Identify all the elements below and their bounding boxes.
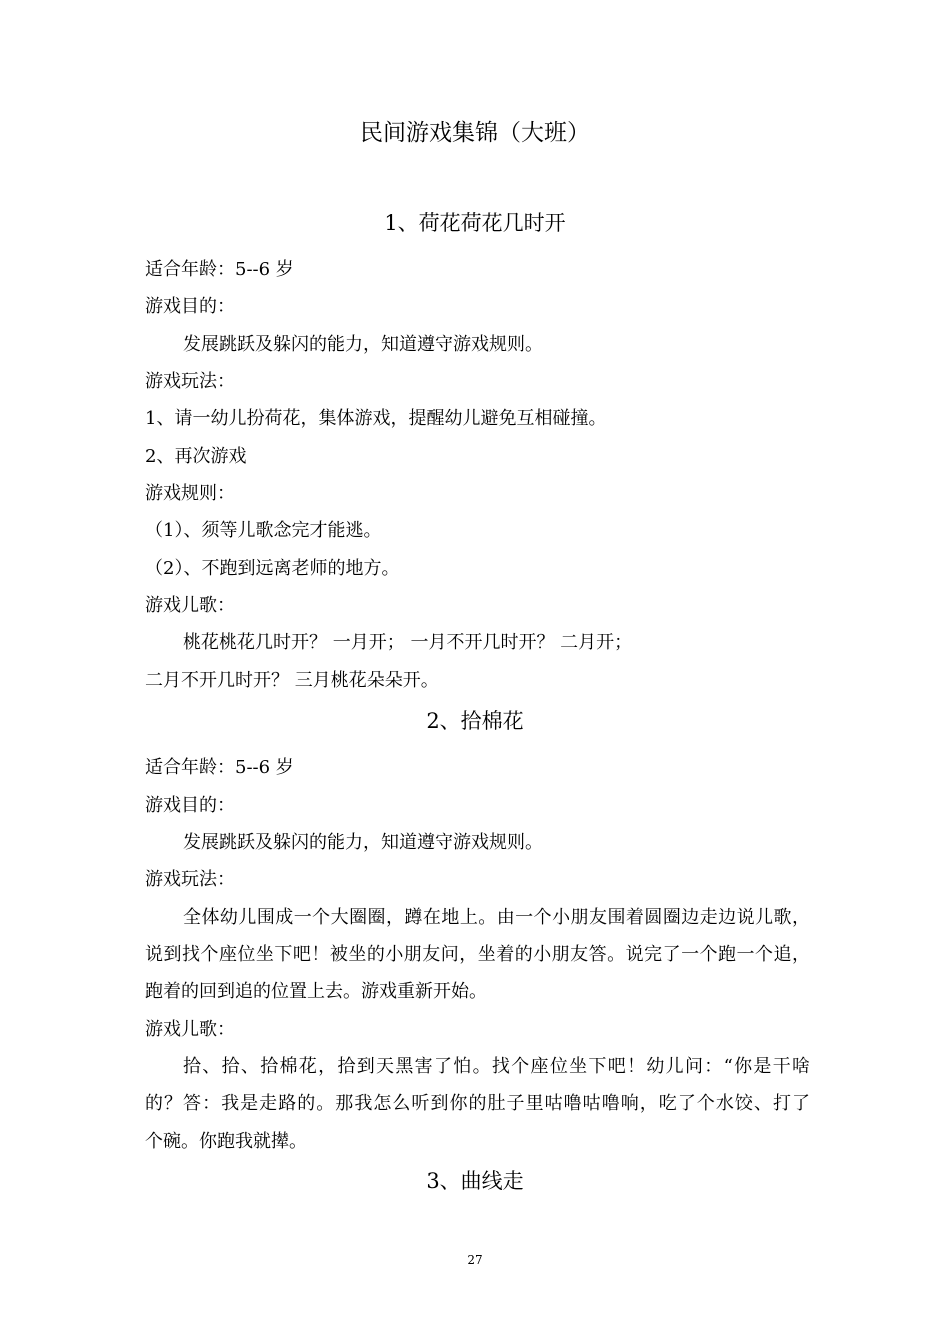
play-paragraph-line: 说到找个座位坐下吧！被坐的小朋友问，坐着的小朋友答。说完了一个跑一个追， <box>145 944 810 965</box>
play-paragraph-line: 跑着的回到追的位置上去。游戏重新开始。 <box>145 981 487 1002</box>
rules-label: 游戏规则： <box>145 483 235 504</box>
song-label: 游戏儿歌： <box>145 1019 235 1040</box>
play-label: 游戏玩法： <box>145 371 235 392</box>
play-label: 游戏玩法： <box>145 869 235 890</box>
goal-text: 发展跳跃及躲闪的能力，知道遵守游戏规则。 <box>183 832 543 853</box>
song-line: 二月不开几时开？ 三月桃花朵朵开。 <box>145 670 439 691</box>
song-line: 的？答：我是走路的。那我怎么听到你的肚子里咕噜咕噜响，吃了个水饺、打了 <box>145 1093 810 1114</box>
section-heading: 2、拾棉花 <box>426 709 524 733</box>
goal-label: 游戏目的： <box>145 795 235 816</box>
document-title: 民间游戏集锦（大班） <box>360 120 590 146</box>
goal-text: 发展跳跃及躲闪的能力，知道遵守游戏规则。 <box>183 334 543 355</box>
rules-item: （1）、须等儿歌念完才能逃。 <box>145 520 382 541</box>
play-item: 2、再次游戏 <box>145 446 247 467</box>
goal-label: 游戏目的： <box>145 296 235 317</box>
section-heading: 1、荷花荷花几时开 <box>384 211 566 235</box>
rules-item: （2）、不跑到远离老师的地方。 <box>145 558 400 579</box>
song-label: 游戏儿歌： <box>145 595 235 616</box>
song-line: 拾、拾、拾棉花，拾到天黑害了怕。找个座位坐下吧！幼儿问：“你是干啥 <box>183 1056 810 1077</box>
play-paragraph-line: 全体幼儿围成一个大圈圈，蹲在地上。由一个小朋友围着圆圈边走边说儿歌， <box>183 907 810 928</box>
age-line: 适合年龄：5--6 岁 <box>145 757 294 778</box>
song-line: 桃花桃花几时开？ 一月开； 一月不开几时开？ 二月开； <box>183 632 633 653</box>
age-line: 适合年龄：5--6 岁 <box>145 259 294 280</box>
song-line: 个碗。你跑我就撵。 <box>145 1131 307 1152</box>
page-number: 27 <box>467 1253 483 1267</box>
play-item: 1、请一幼儿扮荷花，集体游戏，提醒幼儿避免互相碰撞。 <box>145 408 607 429</box>
section-heading: 3、曲线走 <box>426 1169 524 1193</box>
